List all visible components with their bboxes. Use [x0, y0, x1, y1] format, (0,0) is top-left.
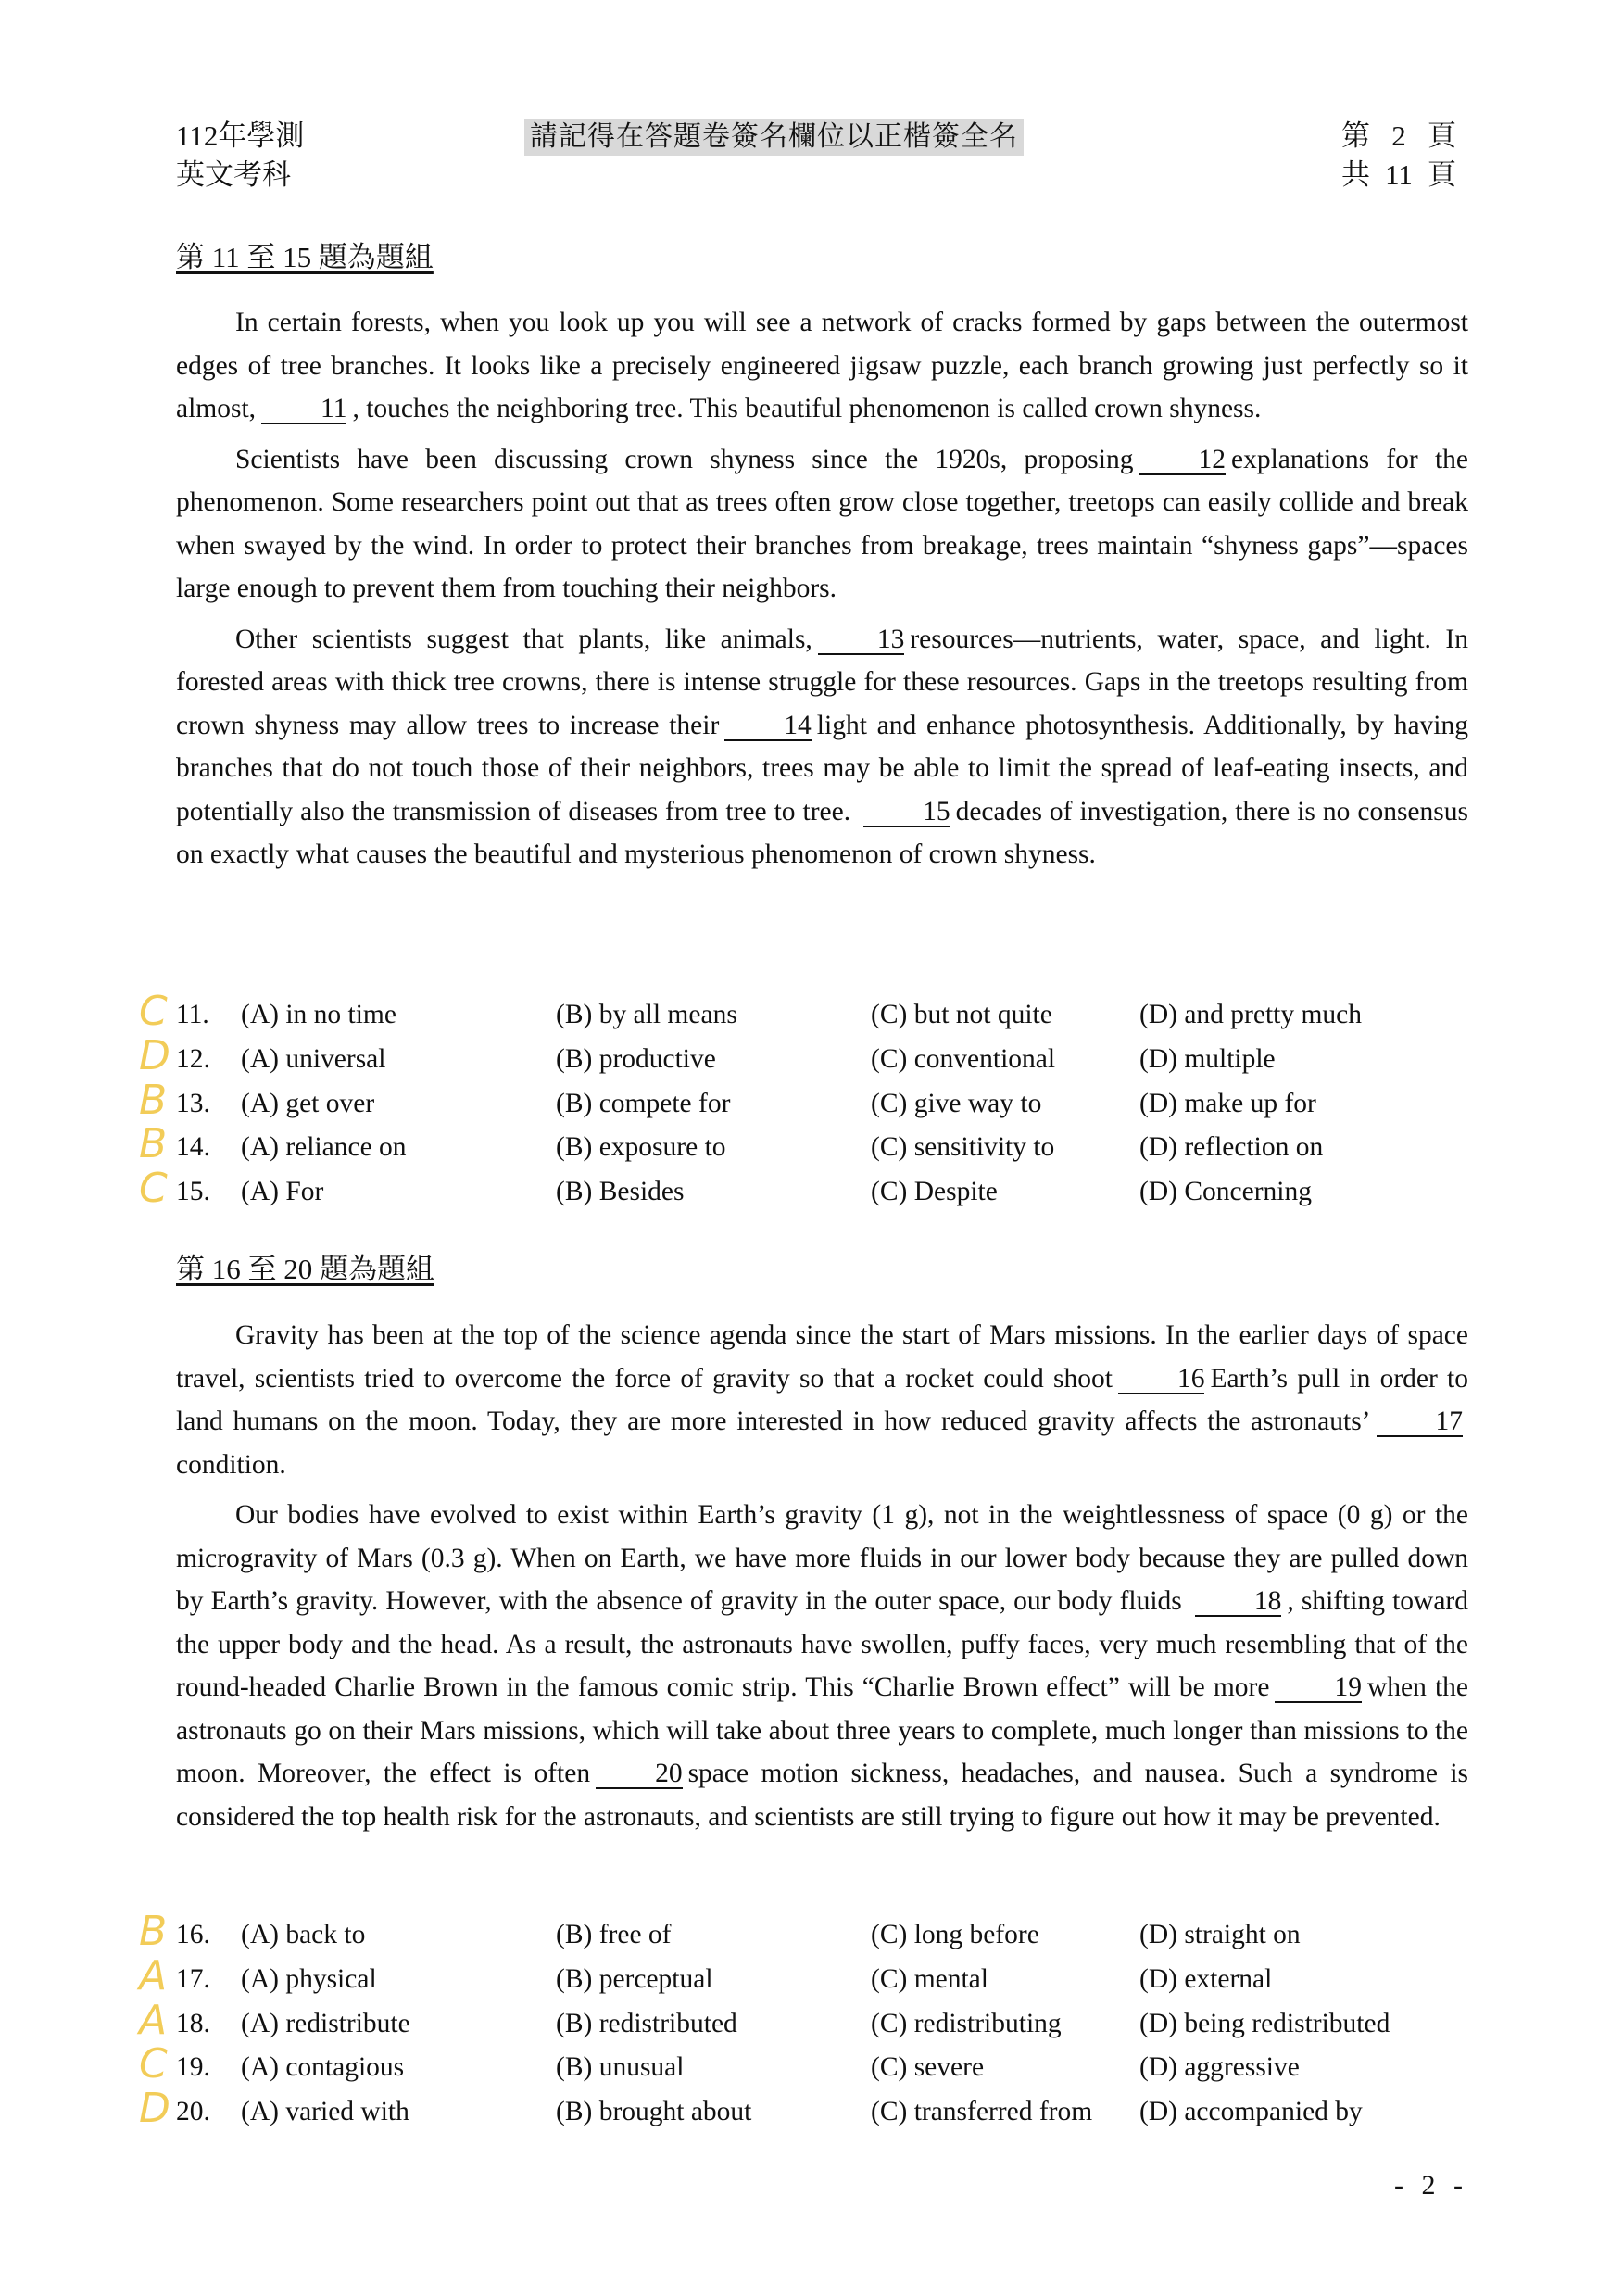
option-a: (A) universal — [241, 1043, 386, 1074]
question-number: 14. — [176, 1132, 210, 1163]
blank-14: 14 — [724, 712, 812, 741]
blank-11: 11 — [261, 395, 346, 424]
blank-12: 12 — [1139, 446, 1227, 475]
question-number: 17. — [176, 1963, 210, 1994]
group-title-16-20: 第 16 至 20 題為題組 — [176, 1253, 434, 1285]
passage-gravity — [176, 1314, 1468, 1846]
option-c: (C) mental — [871, 1963, 988, 1994]
handwritten-answer: B — [139, 1076, 168, 1124]
question-number: 13. — [176, 1088, 210, 1118]
header-left — [176, 117, 304, 195]
option-c: (C) redistributing — [871, 2008, 1062, 2038]
header-right — [1341, 117, 1456, 195]
question-row — [176, 1170, 1473, 1215]
option-a: (A) physical — [241, 1963, 377, 1994]
option-d: (D) straight on — [1139, 1920, 1301, 1949]
option-d: (D) make up for — [1139, 1088, 1316, 1118]
question-number: 12. — [176, 1043, 210, 1074]
handwritten-answer: C — [139, 2040, 168, 2088]
handwritten-answer: D — [139, 1031, 170, 1079]
question-number: 11. — [176, 1000, 209, 1029]
option-d: (D) multiple — [1139, 1043, 1276, 1074]
page-footer-number: - 2 - — [1394, 2170, 1468, 2201]
option-c: (C) but not quite — [871, 1000, 1052, 1029]
exam-subject: 英文考科 — [176, 158, 291, 191]
option-b: (B) productive — [556, 1043, 716, 1074]
option-a: (A) get over — [241, 1088, 375, 1118]
option-d: (D) being redistributed — [1139, 2008, 1390, 2038]
option-b: (B) unusual — [556, 2052, 685, 2083]
page-number: 2 — [1391, 120, 1406, 152]
question-number: 16. — [176, 1920, 210, 1949]
option-b: (B) perceptual — [556, 1963, 713, 1994]
option-d: (D) accompanied by — [1139, 2097, 1363, 2127]
option-c: (C) Despite — [871, 1177, 998, 1207]
option-d: (D) reflection on — [1139, 1132, 1324, 1163]
question-number: 20. — [176, 2097, 210, 2127]
option-a: (A) redistribute — [241, 2008, 410, 2038]
option-b: (B) brought about — [556, 2097, 752, 2127]
blank-17: 17 — [1377, 1407, 1464, 1437]
exam-year: 112年學測 — [176, 120, 305, 152]
total-pages: 11 — [1385, 158, 1413, 191]
handwritten-answers-16-20 — [139, 1910, 170, 2131]
handwritten-answer: A — [139, 1996, 168, 2044]
question-row — [176, 2090, 1473, 2135]
option-c: (C) give way to — [871, 1088, 1042, 1118]
option-a: (A) back to — [241, 1920, 366, 1949]
option-c: (C) transferred from — [871, 2097, 1093, 2127]
question-number: 15. — [176, 1177, 210, 1207]
blank-20: 20 — [596, 1760, 683, 1789]
option-a: (A) reliance on — [241, 1132, 407, 1163]
handwritten-answer: D — [139, 2085, 170, 2133]
option-b: (B) by all means — [556, 1000, 737, 1029]
option-d: (D) external — [1139, 1963, 1273, 1994]
option-b: (B) Besides — [556, 1177, 685, 1207]
paragraph: Gravity has been at the top of the science agenda since the start of Mars missions. In the earlier days of space travel, scientists tried to overcome the force of gravity so that a rocket could shoot 16 Earth’s pull in order to land humans on the moon. Today, they are more interested in how reduced gravity affects the astronauts’ 17condition. — [176, 1320, 1469, 1480]
handwritten-answer: B — [139, 1120, 168, 1168]
question-row — [176, 1913, 1473, 1958]
handwritten-answer: C — [139, 1165, 168, 1213]
blank-16: 16 — [1118, 1365, 1205, 1394]
option-c: (C) severe — [871, 2052, 985, 2083]
question-row — [176, 993, 1473, 1038]
option-c: (C) long before — [871, 1920, 1039, 1949]
blank-15: 15 — [863, 798, 950, 827]
total-pages-indicator: 共 11 頁 — [1341, 156, 1456, 195]
option-b: (B) free of — [556, 1920, 672, 1949]
question-number: 19. — [176, 2052, 210, 2083]
option-b: (B) compete for — [556, 1088, 731, 1118]
question-row — [176, 1958, 1473, 2002]
question-list-16-20 — [176, 1913, 1473, 2135]
question-row — [176, 1038, 1473, 1082]
handwritten-answer: B — [139, 1908, 168, 1955]
option-c: (C) conventional — [871, 1043, 1056, 1074]
paragraph: Scientists have been discussing crown shyness since the 1920s, proposing 12 explanations for the phenomenon. Some researchers point out that as trees often grow close together, treetops can easily collide and break when swayed by the wind. In order to protect their branches from breakage, trees maintain “shyness gaps”—spaces large enough to prevent them from touching their neighbors. — [176, 444, 1468, 603]
handwritten-answers-11-15 — [139, 990, 170, 1211]
blank-18: 18 — [1195, 1587, 1282, 1617]
question-row — [176, 1082, 1473, 1127]
option-a: (A) varied with — [241, 2097, 409, 2127]
passage-crown-shyness — [176, 301, 1468, 884]
option-d: (D) aggressive — [1139, 2052, 1300, 2083]
handwritten-answer: C — [139, 988, 168, 1035]
blank-19: 19 — [1275, 1673, 1362, 1703]
blank-13: 13 — [818, 625, 905, 655]
handwritten-answer: A — [139, 1951, 168, 2000]
option-d: (D) Concerning — [1139, 1177, 1312, 1207]
question-list-11-15 — [176, 993, 1473, 1215]
paragraph: Other scientists suggest that plants, like animals, 13 resources—nutrients, water, space, and light. In forested areas with thick tree crowns, there is intense struggle for these resources. Gaps in the treetops resulting from crown shyness may allow trees to increase their 14 light and enhance photosynthesis. Additionally, by having branches that do not touch those of their neighbors, trees may be able to limit the spread of leaf-eating insects, and potentially also the transmission of diseases from tree to tree. 15 decades of investigation, there is no consensus on exactly what causes the beautiful and mysterious phenomenon of crown shyness. — [176, 624, 1468, 869]
paragraph: Our bodies have evolved to exist within Earth’s gravity (1 g), not in the weightlessness of space (0 g) or the microgravity of Mars (0.3 g). When on Earth, we have more fluids in our lower body because they are pulled down by Earth’s gravity. However, with the absence of gravity in the outer space, our body fluids 18 , shifting toward the upper body and the head. As a result, the astronauts have swollen, puffy faces, very much resembling that of the round-headed Charlie Brown in the famous comic strip. This “Charlie Brown effect” will be more 19 when the astronauts go on their Mars missions, which will take about three years to complete, much longer than missions to the moon. Moreover, the effect is often 20 space motion sickness, headaches, and nausea. Such a syndrome is considered the top health risk for the astronauts, and scientists are still trying to figure out how it may be prevented. — [176, 1500, 1469, 1832]
page-indicator: 第 2 頁 — [1341, 117, 1456, 156]
paragraph: In certain forests, when you look up you will see a network of cracks formed by gaps between the outermost edges of tree branches. It looks like a precisely engineered jigsaw puzzle, each branch growing just perfectly so it almost, 11 , touches the neighboring tree. This beautiful phenomenon is called crown shyness. — [176, 308, 1468, 423]
option-b: (B) exposure to — [556, 1132, 726, 1163]
question-row — [176, 2046, 1473, 2090]
option-b: (B) redistributed — [556, 2008, 737, 2038]
question-number: 18. — [176, 2008, 210, 2038]
signature-reminder: 請記得在答題卷簽名欄位以正楷簽全名 — [524, 119, 1024, 156]
option-c: (C) sensitivity to — [871, 1132, 1055, 1163]
group-title-11-15: 第 11 至 15 題為題組 — [176, 241, 434, 273]
option-a: (A) in no time — [241, 1000, 396, 1029]
option-a: (A) contagious — [241, 2052, 405, 2083]
question-row — [176, 1126, 1473, 1170]
option-d: (D) and pretty much — [1139, 1000, 1363, 1029]
option-a: (A) For — [241, 1177, 324, 1207]
question-row — [176, 2002, 1473, 2047]
